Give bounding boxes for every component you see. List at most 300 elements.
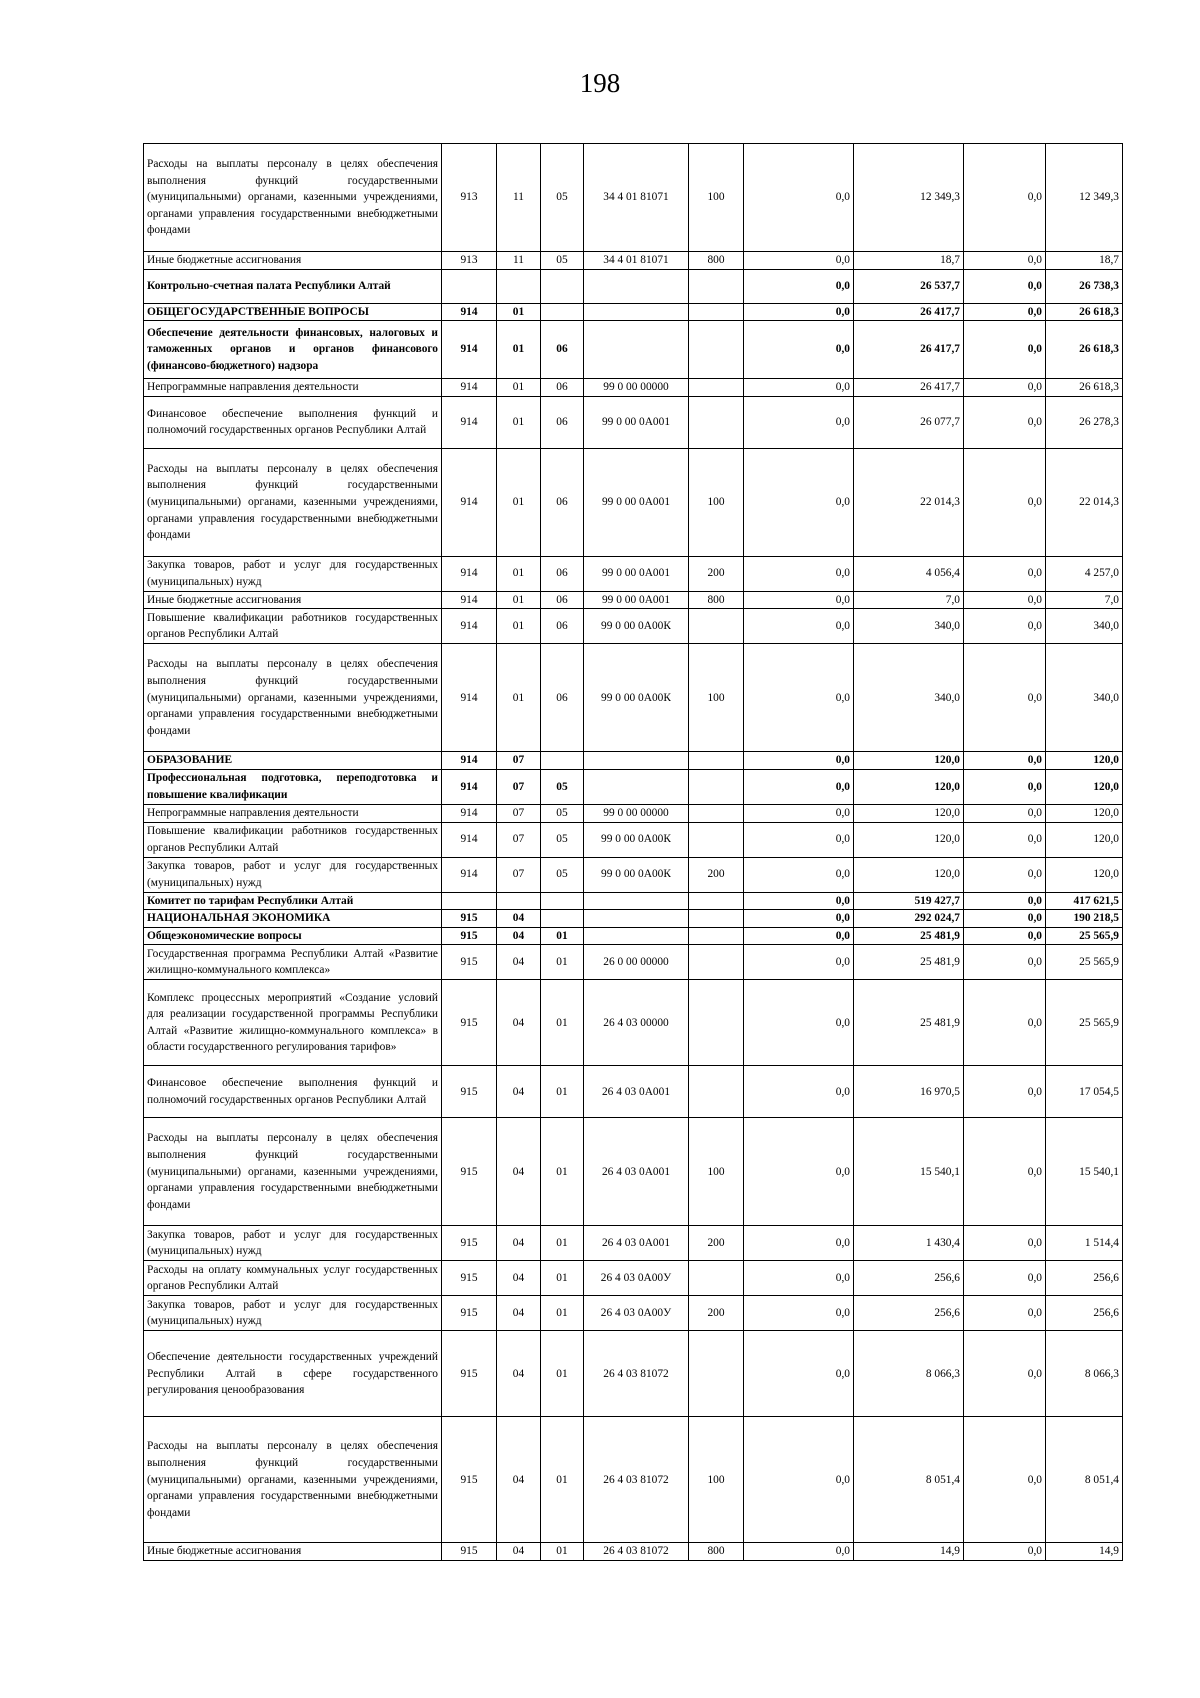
row-pr <box>541 910 584 928</box>
row-rz: 01 <box>497 379 541 397</box>
row-value-4: 7,0 <box>1046 591 1123 609</box>
row-csr <box>584 892 689 910</box>
row-rz: 01 <box>497 448 541 556</box>
row-vr: 200 <box>689 857 744 892</box>
table-row <box>144 252 1123 270</box>
row-value-2: 256,6 <box>854 1296 964 1331</box>
table-row <box>144 1417 1123 1543</box>
row-value-1: 0,0 <box>744 609 854 644</box>
row-value-3: 0,0 <box>964 269 1046 303</box>
row-name: Расходы на выплаты персоналу в целях обеспечения выполнения функций государственными (муниципальными) органами, казенными учреждениями, органами управления государственными внебюджетными фондами <box>144 644 442 752</box>
row-value-4: 120,0 <box>1046 769 1123 804</box>
row-value-3: 0,0 <box>964 556 1046 591</box>
row-name: Повышение квалификации работников государственных органов Республики Алтай <box>144 609 442 644</box>
row-value-1: 0,0 <box>744 252 854 270</box>
row-value-2: 120,0 <box>854 752 964 770</box>
row-vr <box>689 910 744 928</box>
row-value-3: 0,0 <box>964 1296 1046 1331</box>
row-vr: 200 <box>689 1226 744 1261</box>
row-gr: 915 <box>442 1118 497 1226</box>
row-vr: 200 <box>689 556 744 591</box>
row-value-3: 0,0 <box>964 804 1046 822</box>
row-csr: 26 4 03 81072 <box>584 1543 689 1561</box>
row-name: Иные бюджетные ассигнования <box>144 1543 442 1561</box>
row-name: Расходы на оплату коммунальных услуг государственных органов Республики Алтай <box>144 1261 442 1296</box>
row-value-2: 120,0 <box>854 857 964 892</box>
row-rz: 01 <box>497 591 541 609</box>
row-csr: 26 4 03 81072 <box>584 1417 689 1543</box>
row-pr: 06 <box>541 448 584 556</box>
table-row <box>144 769 1123 804</box>
row-csr: 26 4 03 81072 <box>584 1331 689 1417</box>
row-gr: 914 <box>442 448 497 556</box>
row-rz: 04 <box>497 980 541 1066</box>
row-vr: 100 <box>689 448 744 556</box>
table-row <box>144 822 1123 857</box>
table-row <box>144 379 1123 397</box>
row-value-4: 8 051,4 <box>1046 1417 1123 1543</box>
row-value-1: 0,0 <box>744 1261 854 1296</box>
row-name: Повышение квалификации работников государственных органов Республики Алтай <box>144 822 442 857</box>
row-rz <box>497 892 541 910</box>
row-csr <box>584 321 689 379</box>
table-row <box>144 321 1123 379</box>
row-gr: 915 <box>442 1261 497 1296</box>
row-gr: 915 <box>442 980 497 1066</box>
row-value-4: 4 257,0 <box>1046 556 1123 591</box>
row-rz: 04 <box>497 1118 541 1226</box>
row-value-4: 14,9 <box>1046 1543 1123 1561</box>
row-value-2: 25 481,9 <box>854 945 964 980</box>
row-value-3: 0,0 <box>964 1226 1046 1261</box>
row-rz: 01 <box>497 609 541 644</box>
row-value-2: 120,0 <box>854 769 964 804</box>
row-name: Закупка товаров, работ и услуг для государственных (муниципальных) нужд <box>144 1296 442 1331</box>
row-value-2: 26 537,7 <box>854 269 964 303</box>
row-value-4: 15 540,1 <box>1046 1118 1123 1226</box>
row-value-4: 120,0 <box>1046 857 1123 892</box>
row-value-4: 1 514,4 <box>1046 1226 1123 1261</box>
row-gr: 915 <box>442 910 497 928</box>
table-row <box>144 1066 1123 1118</box>
row-value-2: 519 427,7 <box>854 892 964 910</box>
row-name: Иные бюджетные ассигнования <box>144 252 442 270</box>
row-value-1: 0,0 <box>744 945 854 980</box>
row-gr: 915 <box>442 1543 497 1561</box>
row-rz: 07 <box>497 857 541 892</box>
row-value-4: 12 349,3 <box>1046 144 1123 252</box>
row-value-3: 0,0 <box>964 644 1046 752</box>
row-name: Закупка товаров, работ и услуг для государственных (муниципальных) нужд <box>144 556 442 591</box>
row-csr: 26 4 03 0А00У <box>584 1296 689 1331</box>
row-vr <box>689 609 744 644</box>
row-rz: 11 <box>497 252 541 270</box>
row-csr: 34 4 01 81071 <box>584 252 689 270</box>
row-vr: 100 <box>689 644 744 752</box>
row-name: Иные бюджетные ассигнования <box>144 591 442 609</box>
row-gr: 915 <box>442 1331 497 1417</box>
row-value-2: 26 417,7 <box>854 303 964 321</box>
row-value-4: 25 565,9 <box>1046 980 1123 1066</box>
row-gr: 914 <box>442 591 497 609</box>
row-rz <box>497 269 541 303</box>
row-gr: 915 <box>442 1296 497 1331</box>
row-vr: 100 <box>689 1417 744 1543</box>
row-gr: 915 <box>442 945 497 980</box>
row-pr: 05 <box>541 857 584 892</box>
row-gr: 915 <box>442 927 497 945</box>
row-csr <box>584 752 689 770</box>
row-csr: 99 0 00 00000 <box>584 379 689 397</box>
row-value-3: 0,0 <box>964 752 1046 770</box>
row-value-3: 0,0 <box>964 591 1046 609</box>
row-vr <box>689 379 744 397</box>
row-vr: 800 <box>689 1543 744 1561</box>
row-value-1: 0,0 <box>744 1226 854 1261</box>
row-name: Контрольно-счетная палата Республики Алтай <box>144 269 442 303</box>
row-csr: 99 0 00 0А00К <box>584 644 689 752</box>
row-gr: 914 <box>442 804 497 822</box>
row-value-3: 0,0 <box>964 396 1046 448</box>
table-row <box>144 591 1123 609</box>
row-pr: 05 <box>541 144 584 252</box>
row-vr: 200 <box>689 1296 744 1331</box>
row-value-1: 0,0 <box>744 1331 854 1417</box>
row-pr: 06 <box>541 321 584 379</box>
row-pr: 05 <box>541 252 584 270</box>
page-number: 198 <box>579 68 621 98</box>
row-vr <box>689 980 744 1066</box>
row-value-4: 120,0 <box>1046 752 1123 770</box>
row-value-2: 7,0 <box>854 591 964 609</box>
row-value-3: 0,0 <box>964 980 1046 1066</box>
row-value-2: 15 540,1 <box>854 1118 964 1226</box>
row-value-3: 0,0 <box>964 448 1046 556</box>
row-csr: 26 4 03 0А00У <box>584 1261 689 1296</box>
row-value-1: 0,0 <box>744 269 854 303</box>
table-row <box>144 144 1123 252</box>
table-row <box>144 1331 1123 1417</box>
row-gr: 914 <box>442 769 497 804</box>
row-pr: 01 <box>541 927 584 945</box>
row-value-4: 26 738,3 <box>1046 269 1123 303</box>
table-row <box>144 910 1123 928</box>
row-pr <box>541 303 584 321</box>
row-gr: 914 <box>442 321 497 379</box>
row-gr <box>442 892 497 910</box>
row-pr: 06 <box>541 556 584 591</box>
row-value-1: 0,0 <box>744 303 854 321</box>
row-pr: 05 <box>541 769 584 804</box>
row-pr: 06 <box>541 644 584 752</box>
row-value-2: 340,0 <box>854 609 964 644</box>
row-csr: 26 0 00 00000 <box>584 945 689 980</box>
row-gr: 914 <box>442 379 497 397</box>
table-row <box>144 644 1123 752</box>
row-value-1: 0,0 <box>744 1296 854 1331</box>
row-pr: 01 <box>541 1118 584 1226</box>
row-value-3: 0,0 <box>964 1543 1046 1561</box>
row-value-1: 0,0 <box>744 644 854 752</box>
row-value-2: 14,9 <box>854 1543 964 1561</box>
row-value-2: 22 014,3 <box>854 448 964 556</box>
table-row <box>144 396 1123 448</box>
row-gr: 914 <box>442 556 497 591</box>
row-name: Государственная программа Республики Алтай «Развитие жилищно-коммунального комплекса» <box>144 945 442 980</box>
row-pr: 06 <box>541 591 584 609</box>
row-value-1: 0,0 <box>744 1118 854 1226</box>
row-vr: 800 <box>689 252 744 270</box>
row-gr <box>442 269 497 303</box>
row-pr <box>541 892 584 910</box>
row-value-3: 0,0 <box>964 1331 1046 1417</box>
table-row <box>144 1543 1123 1561</box>
row-value-1: 0,0 <box>744 556 854 591</box>
row-value-3: 0,0 <box>964 252 1046 270</box>
row-value-2: 340,0 <box>854 644 964 752</box>
row-csr: 99 0 00 00000 <box>584 804 689 822</box>
row-name: Общеэкономические вопросы <box>144 927 442 945</box>
row-name: Расходы на выплаты персоналу в целях обеспечения выполнения функций государственными (муниципальными) органами, казенными учреждениями, органами управления государственными внебюджетными фондами <box>144 448 442 556</box>
row-name: Обеспечение деятельности финансовых, налоговых и таможенных органов и органов финансового (финансово-бюджетного) надзора <box>144 321 442 379</box>
row-rz: 07 <box>497 822 541 857</box>
row-gr: 914 <box>442 822 497 857</box>
row-rz: 04 <box>497 1261 541 1296</box>
row-value-3: 0,0 <box>964 857 1046 892</box>
row-vr <box>689 769 744 804</box>
row-value-3: 0,0 <box>964 1066 1046 1118</box>
row-value-1: 0,0 <box>744 1066 854 1118</box>
row-csr: 34 4 01 81071 <box>584 144 689 252</box>
row-value-3: 0,0 <box>964 1417 1046 1543</box>
row-value-4: 8 066,3 <box>1046 1331 1123 1417</box>
row-name: Профессиональная подготовка, переподготовка и повышение квалификации <box>144 769 442 804</box>
row-value-1: 0,0 <box>744 379 854 397</box>
row-pr: 01 <box>541 980 584 1066</box>
row-vr <box>689 892 744 910</box>
row-value-2: 8 066,3 <box>854 1331 964 1417</box>
row-value-2: 120,0 <box>854 822 964 857</box>
row-gr: 915 <box>442 1066 497 1118</box>
row-gr: 914 <box>442 609 497 644</box>
row-name: Финансовое обеспечение выполнения функций и полномочий государственных органов Республики Алтай <box>144 396 442 448</box>
row-name: Обеспечение деятельности государственных учреждений Республики Алтай в сфере государственного регулирования ценообразования <box>144 1331 442 1417</box>
row-value-4: 340,0 <box>1046 644 1123 752</box>
row-value-2: 8 051,4 <box>854 1417 964 1543</box>
row-value-3: 0,0 <box>964 892 1046 910</box>
row-value-2: 4 056,4 <box>854 556 964 591</box>
row-pr <box>541 752 584 770</box>
table-row <box>144 1296 1123 1331</box>
row-value-1: 0,0 <box>744 144 854 252</box>
row-name: Непрограммные направления деятельности <box>144 804 442 822</box>
row-pr: 01 <box>541 1296 584 1331</box>
row-pr: 05 <box>541 804 584 822</box>
row-rz: 01 <box>497 303 541 321</box>
row-gr: 913 <box>442 144 497 252</box>
table-row <box>144 892 1123 910</box>
row-value-1: 0,0 <box>744 1543 854 1561</box>
row-value-4: 25 565,9 <box>1046 927 1123 945</box>
row-value-4: 120,0 <box>1046 822 1123 857</box>
row-gr: 914 <box>442 396 497 448</box>
row-pr: 06 <box>541 379 584 397</box>
row-value-4: 256,6 <box>1046 1261 1123 1296</box>
row-value-1: 0,0 <box>744 591 854 609</box>
row-vr: 100 <box>689 144 744 252</box>
row-pr: 01 <box>541 1226 584 1261</box>
row-value-4: 26 618,3 <box>1046 379 1123 397</box>
row-value-3: 0,0 <box>964 1118 1046 1226</box>
row-rz: 04 <box>497 1066 541 1118</box>
row-csr: 26 4 03 0А001 <box>584 1226 689 1261</box>
row-value-1: 0,0 <box>744 892 854 910</box>
row-pr: 01 <box>541 1543 584 1561</box>
row-csr <box>584 303 689 321</box>
row-value-3: 0,0 <box>964 822 1046 857</box>
row-name: Непрограммные направления деятельности <box>144 379 442 397</box>
row-value-2: 26 417,7 <box>854 321 964 379</box>
row-pr: 01 <box>541 1331 584 1417</box>
table-row <box>144 1226 1123 1261</box>
row-csr <box>584 769 689 804</box>
table-row <box>144 448 1123 556</box>
row-value-2: 18,7 <box>854 252 964 270</box>
row-vr <box>689 1066 744 1118</box>
table-row <box>144 609 1123 644</box>
row-value-2: 292 024,7 <box>854 910 964 928</box>
row-value-2: 12 349,3 <box>854 144 964 252</box>
row-value-3: 0,0 <box>964 609 1046 644</box>
table-row <box>144 752 1123 770</box>
row-value-3: 0,0 <box>964 321 1046 379</box>
row-vr <box>689 269 744 303</box>
row-name: Расходы на выплаты персоналу в целях обеспечения выполнения функций государственными (муниципальными) органами, казенными учреждениями, органами управления государственными внебюджетными фондами <box>144 1417 442 1543</box>
row-gr: 914 <box>442 752 497 770</box>
row-value-1: 0,0 <box>744 822 854 857</box>
row-pr: 05 <box>541 822 584 857</box>
row-name: НАЦИОНАЛЬНАЯ ЭКОНОМИКА <box>144 910 442 928</box>
row-gr: 914 <box>442 303 497 321</box>
row-name: Комплекс процессных мероприятий «Создание условий для реализации государственной программы Республики Алтай «Развитие жилищно-коммунального комплекса» в области государственного регулирования тарифов» <box>144 980 442 1066</box>
row-csr <box>584 927 689 945</box>
row-value-1: 0,0 <box>744 396 854 448</box>
row-value-3: 0,0 <box>964 910 1046 928</box>
row-pr: 01 <box>541 1417 584 1543</box>
row-vr <box>689 804 744 822</box>
row-value-4: 190 218,5 <box>1046 910 1123 928</box>
row-value-3: 0,0 <box>964 769 1046 804</box>
row-value-4: 26 278,3 <box>1046 396 1123 448</box>
table-row <box>144 945 1123 980</box>
row-value-3: 0,0 <box>964 379 1046 397</box>
row-value-1: 0,0 <box>744 752 854 770</box>
row-value-4: 256,6 <box>1046 1296 1123 1331</box>
row-value-2: 26 077,7 <box>854 396 964 448</box>
table-row <box>144 269 1123 303</box>
row-name: Расходы на выплаты персоналу в целях обеспечения выполнения функций государственными (муниципальными) органами, казенными учреждениями, органами управления государственными внебюджетными фондами <box>144 144 442 252</box>
row-csr <box>584 910 689 928</box>
row-name: ОБЩЕГОСУДАРСТВЕННЫЕ ВОПРОСЫ <box>144 303 442 321</box>
row-rz: 04 <box>497 1226 541 1261</box>
row-value-2: 26 417,7 <box>854 379 964 397</box>
table-row <box>144 927 1123 945</box>
budget-table <box>143 143 1123 1561</box>
row-vr <box>689 1261 744 1296</box>
row-vr <box>689 321 744 379</box>
row-rz: 04 <box>497 945 541 980</box>
row-gr: 915 <box>442 1226 497 1261</box>
row-vr <box>689 822 744 857</box>
row-value-4: 26 618,3 <box>1046 321 1123 379</box>
row-value-1: 0,0 <box>744 980 854 1066</box>
row-value-4: 417 621,5 <box>1046 892 1123 910</box>
row-value-3: 0,0 <box>964 945 1046 980</box>
row-rz: 07 <box>497 769 541 804</box>
row-rz: 04 <box>497 1296 541 1331</box>
row-value-2: 25 481,9 <box>854 980 964 1066</box>
row-value-1: 0,0 <box>744 448 854 556</box>
row-rz: 04 <box>497 1543 541 1561</box>
row-value-1: 0,0 <box>744 927 854 945</box>
row-rz: 04 <box>497 927 541 945</box>
row-rz: 07 <box>497 752 541 770</box>
table-row <box>144 556 1123 591</box>
row-value-2: 1 430,4 <box>854 1226 964 1261</box>
row-value-3: 0,0 <box>964 1261 1046 1296</box>
row-csr: 99 0 00 0А00К <box>584 857 689 892</box>
table-row <box>144 303 1123 321</box>
row-rz: 01 <box>497 321 541 379</box>
row-csr: 99 0 00 0А001 <box>584 448 689 556</box>
table-row <box>144 1118 1123 1226</box>
row-value-1: 0,0 <box>744 804 854 822</box>
row-pr: 06 <box>541 396 584 448</box>
row-csr: 26 4 03 0А001 <box>584 1118 689 1226</box>
row-value-1: 0,0 <box>744 857 854 892</box>
table-row <box>144 1261 1123 1296</box>
row-rz: 01 <box>497 644 541 752</box>
row-csr: 26 4 03 0А001 <box>584 1066 689 1118</box>
row-csr <box>584 269 689 303</box>
row-csr: 99 0 00 0А00К <box>584 822 689 857</box>
row-value-1: 0,0 <box>744 321 854 379</box>
row-vr <box>689 396 744 448</box>
row-rz: 04 <box>497 1331 541 1417</box>
row-name: Расходы на выплаты персоналу в целях обеспечения выполнения функций государственными (муниципальными) органами, казенными учреждениями, органами управления государственными внебюджетными фондами <box>144 1118 442 1226</box>
row-gr: 913 <box>442 252 497 270</box>
row-value-2: 120,0 <box>854 804 964 822</box>
row-vr: 800 <box>689 591 744 609</box>
row-csr: 99 0 00 0А001 <box>584 556 689 591</box>
row-value-4: 18,7 <box>1046 252 1123 270</box>
row-rz: 07 <box>497 804 541 822</box>
row-vr <box>689 1331 744 1417</box>
row-pr: 01 <box>541 1261 584 1296</box>
row-value-2: 25 481,9 <box>854 927 964 945</box>
row-value-4: 120,0 <box>1046 804 1123 822</box>
row-value-1: 0,0 <box>744 910 854 928</box>
row-csr: 99 0 00 0А00К <box>584 609 689 644</box>
row-name: Закупка товаров, работ и услуг для государственных (муниципальных) нужд <box>144 1226 442 1261</box>
row-vr <box>689 945 744 980</box>
row-name: Финансовое обеспечение выполнения функций и полномочий государственных органов Республики Алтай <box>144 1066 442 1118</box>
table-row <box>144 804 1123 822</box>
row-rz: 11 <box>497 144 541 252</box>
row-rz: 01 <box>497 556 541 591</box>
table-row <box>144 857 1123 892</box>
row-name: Закупка товаров, работ и услуг для государственных (муниципальных) нужд <box>144 857 442 892</box>
